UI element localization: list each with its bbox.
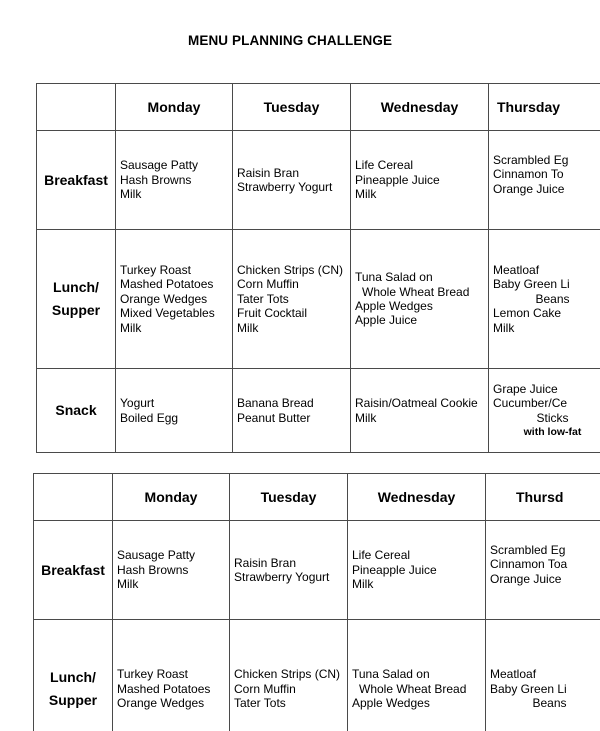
menu-item: Whole Wheat Bread — [359, 681, 467, 696]
menu-item: Apple Wedges — [352, 696, 430, 711]
day-header: Tuesday — [233, 84, 351, 131]
menu-item: Lemon Cake — [493, 306, 562, 321]
menu-item: Apple Wedges — [355, 299, 433, 313]
menu-item: Cucumber/Ce — [493, 396, 568, 411]
menu-item: Milk — [355, 187, 377, 202]
menu-table-1 — [36, 83, 600, 453]
menu-cell — [233, 131, 351, 230]
menu-item: Orange Wedges — [117, 696, 205, 711]
menu-item: Life Cereal — [355, 158, 414, 173]
menu-item: Grape Juice — [493, 381, 558, 396]
menu-item: Corn Muffin — [234, 681, 296, 696]
menu-item: Orange Wedges — [120, 291, 208, 306]
day-header: Wednesday — [348, 474, 486, 521]
menu-item: Milk — [120, 320, 142, 335]
menu-item: Peanut Butter — [237, 410, 311, 425]
menu-item: Milk — [120, 187, 142, 202]
menu-cell — [489, 369, 600, 453]
menu-item: Apple Juice — [355, 313, 418, 328]
menu-cell — [351, 131, 489, 230]
menu-item: Tuna Salad on — [355, 270, 433, 285]
menu-item: Hash Browns — [120, 172, 192, 187]
menu-item: Beans — [532, 696, 567, 711]
menu-cell — [116, 369, 233, 453]
meal-label: Lunch/ Supper — [37, 230, 116, 369]
menu-cell — [489, 131, 600, 230]
menu-item: Meatloaf — [493, 262, 540, 277]
menu-item: with low-fat — [523, 425, 582, 438]
menu-item: Boiled Egg — [120, 410, 179, 425]
menu-cell — [116, 131, 233, 230]
menu-item: Fruit Cocktail — [237, 306, 308, 321]
menu-item: Banana Bread — [237, 396, 314, 411]
meal-label: Breakfast — [37, 131, 116, 230]
menu-item: Chicken Strips (CN) — [234, 667, 341, 682]
menu-item: Sausage Patty — [120, 158, 199, 173]
menu-cell — [230, 521, 348, 620]
menu-cell — [116, 230, 233, 369]
menu-item: Yogurt — [120, 396, 155, 411]
day-header: Tuesday — [230, 474, 348, 521]
day-header: Wednesday — [351, 84, 489, 131]
menu-cell — [113, 620, 230, 731]
menu-item: Milk — [355, 410, 377, 425]
menu-item: Sausage Patty — [117, 548, 196, 563]
menu-item: Milk — [352, 577, 374, 592]
menu-item: Orange Juice — [490, 571, 562, 586]
menu-item: Cinnamon Toa — [490, 557, 568, 572]
menu-item: Corn Muffin — [237, 277, 299, 292]
menu-item: Scrambled Eg — [493, 153, 569, 167]
menu-cell — [486, 521, 600, 620]
menu-item: Baby Green Li — [493, 277, 570, 292]
menu-item: Strawberry Yogurt — [234, 570, 330, 584]
menu-item: Milk — [493, 320, 515, 335]
menu-item: Hash Browns — [117, 562, 189, 577]
meal-label: Lunch/ Supper — [34, 620, 113, 731]
menu-item: Beans — [535, 291, 570, 306]
menu-item: Tuna Salad on — [352, 667, 430, 682]
menu-item: Pineapple Juice — [355, 172, 440, 187]
menu-cell — [486, 620, 600, 731]
menu-item: Turkey Roast — [117, 667, 188, 682]
menu-item: Tater Tots — [234, 696, 286, 711]
day-header: Monday — [113, 474, 230, 521]
menu-item: Turkey Roast — [120, 262, 191, 277]
menu-item: Mashed Potatoes — [120, 277, 214, 292]
menu-cell — [230, 620, 348, 731]
menu-item: Sticks — [536, 410, 569, 425]
menu-cell — [233, 230, 351, 369]
menu-cell — [348, 620, 486, 731]
corner-cell — [34, 474, 113, 521]
menu-item: Pineapple Juice — [352, 562, 437, 577]
menu-item: Strawberry Yogurt — [237, 180, 333, 194]
day-header: Thursd — [486, 474, 600, 521]
menu-cell — [351, 230, 489, 369]
menu-cell — [233, 369, 351, 453]
day-header: Monday — [116, 84, 233, 131]
menu-item: Raisin Bran — [237, 165, 300, 180]
meal-label: Breakfast — [34, 521, 113, 620]
menu-item: Meatloaf — [490, 667, 537, 682]
day-header: Thursday — [489, 84, 600, 131]
menu-item: Life Cereal — [352, 548, 411, 563]
menu-item: Scrambled Eg — [490, 543, 566, 557]
menu-cell — [113, 521, 230, 620]
menu-cell — [351, 369, 489, 453]
menu-item: Mixed Vegetables — [120, 306, 215, 321]
menu-item: Chicken Strips (CN) — [237, 262, 344, 277]
corner-cell — [37, 84, 116, 131]
menu-cell — [489, 230, 600, 369]
menu-item: Baby Green Li — [490, 681, 567, 696]
menu-item: Raisin/Oatmeal Cookie — [355, 396, 478, 411]
menu-table-2 — [33, 473, 600, 731]
page-title: MENU PLANNING CHALLENGE — [188, 33, 393, 48]
menu-item: Whole Wheat Bread — [362, 284, 470, 299]
menu-item: Cinnamon To — [493, 167, 564, 182]
menu-item: Milk — [117, 577, 139, 592]
menu-item: Mashed Potatoes — [117, 681, 211, 696]
menu-item: Tater Tots — [237, 291, 289, 306]
menu-cell — [348, 521, 486, 620]
menu-item: Raisin Bran — [234, 555, 297, 570]
meal-label: Snack — [37, 369, 116, 453]
menu-item: Orange Juice — [493, 181, 565, 196]
menu-item: Milk — [237, 320, 259, 335]
